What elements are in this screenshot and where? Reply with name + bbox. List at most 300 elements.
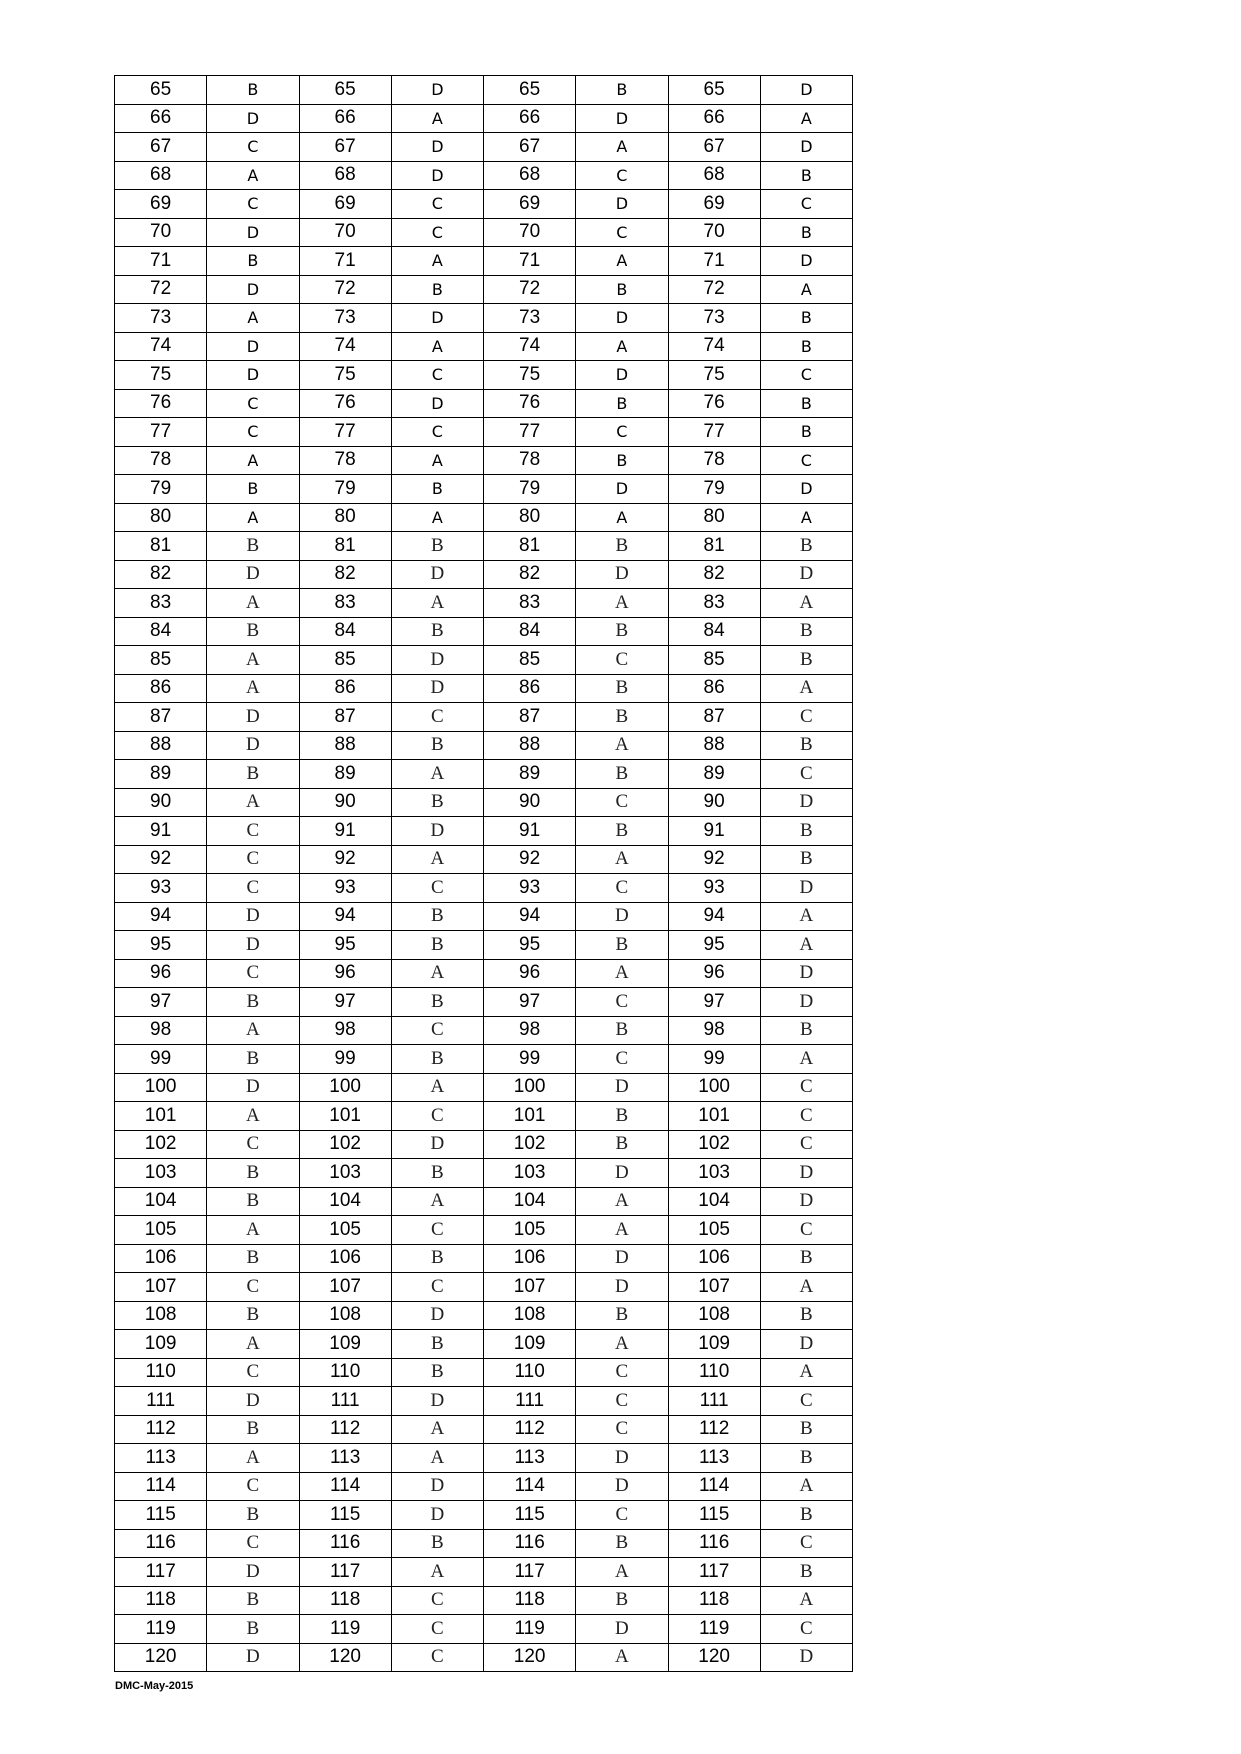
answer-cell: A xyxy=(207,1102,299,1131)
answer-cell: D xyxy=(576,1273,668,1302)
answer-cell: A xyxy=(391,1558,483,1587)
answer-cell: A xyxy=(207,674,299,703)
question-number-cell: 105 xyxy=(668,1216,760,1245)
question-number-cell: 87 xyxy=(668,703,760,732)
answer-cell: C xyxy=(576,788,668,817)
answer-cell: D xyxy=(760,560,852,589)
answer-cell: B xyxy=(207,1301,299,1330)
table-row xyxy=(115,760,853,789)
answer-cell: C xyxy=(207,418,299,447)
answer-cell: D xyxy=(207,902,299,931)
question-number-cell: 84 xyxy=(668,617,760,646)
question-number-cell: 117 xyxy=(668,1558,760,1587)
table-row xyxy=(115,931,853,960)
question-number-cell: 95 xyxy=(299,931,391,960)
answer-cell: C xyxy=(576,1501,668,1530)
answer-cell: A xyxy=(760,902,852,931)
question-number-cell: 85 xyxy=(668,646,760,675)
answer-cell: C xyxy=(207,874,299,903)
answer-cell: C xyxy=(207,817,299,846)
question-number-cell: 111 xyxy=(299,1387,391,1416)
answer-cell: D xyxy=(760,988,852,1017)
answer-cell: B xyxy=(576,760,668,789)
question-number-cell: 89 xyxy=(484,760,576,789)
question-number-cell: 112 xyxy=(115,1415,207,1444)
question-number-cell: 107 xyxy=(484,1273,576,1302)
answer-cell: A xyxy=(207,304,299,333)
answer-cell: A xyxy=(207,1016,299,1045)
question-number-cell: 110 xyxy=(484,1358,576,1387)
question-number-cell: 83 xyxy=(299,589,391,618)
answer-cell: C xyxy=(576,874,668,903)
answer-cell: C xyxy=(576,1415,668,1444)
answer-cell: B xyxy=(207,247,299,276)
answer-cell: A xyxy=(391,845,483,874)
answer-cell: C xyxy=(391,1016,483,1045)
question-number-cell: 99 xyxy=(484,1045,576,1074)
question-number-cell: 79 xyxy=(115,475,207,504)
question-number-cell: 77 xyxy=(299,418,391,447)
answer-cell: B xyxy=(207,475,299,504)
question-number-cell: 66 xyxy=(299,104,391,133)
question-number-cell: 90 xyxy=(299,788,391,817)
question-number-cell: 74 xyxy=(668,332,760,361)
answer-cell: D xyxy=(760,1330,852,1359)
question-number-cell: 115 xyxy=(668,1501,760,1530)
question-number-cell: 96 xyxy=(115,959,207,988)
table-row xyxy=(115,1358,853,1387)
question-number-cell: 90 xyxy=(115,788,207,817)
question-number-cell: 102 xyxy=(484,1130,576,1159)
question-number-cell: 89 xyxy=(115,760,207,789)
table-row xyxy=(115,874,853,903)
answer-cell: A xyxy=(207,589,299,618)
answer-cell: C xyxy=(391,418,483,447)
answer-cell: C xyxy=(576,218,668,247)
question-number-cell: 65 xyxy=(115,76,207,105)
table-row xyxy=(115,1216,853,1245)
table-row xyxy=(115,817,853,846)
question-number-cell: 109 xyxy=(115,1330,207,1359)
table-row xyxy=(115,1102,853,1131)
question-number-cell: 100 xyxy=(115,1073,207,1102)
answer-cell: B xyxy=(576,76,668,105)
answer-cell: C xyxy=(207,1472,299,1501)
question-number-cell: 97 xyxy=(668,988,760,1017)
question-number-cell: 106 xyxy=(484,1244,576,1273)
table-row xyxy=(115,389,853,418)
answer-cell: C xyxy=(760,760,852,789)
question-number-cell: 68 xyxy=(115,161,207,190)
table-row xyxy=(115,1415,853,1444)
answer-cell: C xyxy=(576,1358,668,1387)
question-number-cell: 74 xyxy=(115,332,207,361)
answer-cell: A xyxy=(576,332,668,361)
question-number-cell: 80 xyxy=(668,503,760,532)
answer-cell: C xyxy=(391,1216,483,1245)
answer-cell: D xyxy=(576,560,668,589)
table-row xyxy=(115,1330,853,1359)
table-row xyxy=(115,1529,853,1558)
question-number-cell: 73 xyxy=(668,304,760,333)
answer-cell: D xyxy=(207,1387,299,1416)
question-number-cell: 108 xyxy=(484,1301,576,1330)
question-number-cell: 98 xyxy=(115,1016,207,1045)
answer-cell: A xyxy=(207,1216,299,1245)
answer-cell: B xyxy=(760,845,852,874)
question-number-cell: 117 xyxy=(484,1558,576,1587)
question-number-cell: 102 xyxy=(299,1130,391,1159)
question-number-cell: 74 xyxy=(299,332,391,361)
question-number-cell: 115 xyxy=(115,1501,207,1530)
answer-cell: A xyxy=(760,931,852,960)
table-row xyxy=(115,731,853,760)
table-row xyxy=(115,1244,853,1273)
answer-cell: A xyxy=(207,503,299,532)
question-number-cell: 93 xyxy=(299,874,391,903)
answer-cell: B xyxy=(760,1444,852,1473)
question-number-cell: 115 xyxy=(484,1501,576,1530)
answer-cell: D xyxy=(576,304,668,333)
question-number-cell: 78 xyxy=(484,446,576,475)
answer-cell: B xyxy=(391,731,483,760)
question-number-cell: 102 xyxy=(668,1130,760,1159)
table-row xyxy=(115,218,853,247)
answer-cell: A xyxy=(391,959,483,988)
answer-cell: C xyxy=(760,1529,852,1558)
answer-cell: C xyxy=(760,1130,852,1159)
question-number-cell: 70 xyxy=(668,218,760,247)
answer-cell: B xyxy=(207,1415,299,1444)
answer-cell: B xyxy=(760,532,852,561)
answer-cell: D xyxy=(391,1472,483,1501)
question-number-cell: 95 xyxy=(484,931,576,960)
question-number-cell: 113 xyxy=(299,1444,391,1473)
answer-cell: A xyxy=(760,1358,852,1387)
question-number-cell: 101 xyxy=(115,1102,207,1131)
question-number-cell: 100 xyxy=(668,1073,760,1102)
question-number-cell: 104 xyxy=(299,1187,391,1216)
answer-cell: C xyxy=(576,1387,668,1416)
answer-cell: D xyxy=(207,1558,299,1587)
answer-cell: A xyxy=(391,1444,483,1473)
answer-cell: D xyxy=(207,218,299,247)
answer-cell: D xyxy=(391,304,483,333)
question-number-cell: 71 xyxy=(668,247,760,276)
question-number-cell: 80 xyxy=(484,503,576,532)
answer-cell: B xyxy=(576,532,668,561)
table-row xyxy=(115,1472,853,1501)
question-number-cell: 76 xyxy=(668,389,760,418)
answer-cell: D xyxy=(207,931,299,960)
question-number-cell: 114 xyxy=(484,1472,576,1501)
question-number-cell: 105 xyxy=(115,1216,207,1245)
answer-cell: C xyxy=(576,1045,668,1074)
table-row xyxy=(115,845,853,874)
question-number-cell: 96 xyxy=(484,959,576,988)
question-number-cell: 108 xyxy=(115,1301,207,1330)
answer-cell: B xyxy=(760,1301,852,1330)
answer-cell: A xyxy=(207,161,299,190)
answer-cell: B xyxy=(576,1102,668,1131)
answer-cell: A xyxy=(391,446,483,475)
answer-cell: B xyxy=(576,389,668,418)
answer-cell: D xyxy=(391,560,483,589)
answer-cell: A xyxy=(760,1273,852,1302)
table-row xyxy=(115,1558,853,1587)
question-number-cell: 108 xyxy=(668,1301,760,1330)
answer-cell: B xyxy=(760,1558,852,1587)
question-number-cell: 90 xyxy=(484,788,576,817)
answer-cell: D xyxy=(391,674,483,703)
question-number-cell: 84 xyxy=(299,617,391,646)
question-number-cell: 110 xyxy=(299,1358,391,1387)
table-row xyxy=(115,1159,853,1188)
answer-key-table xyxy=(114,75,853,1672)
question-number-cell: 80 xyxy=(299,503,391,532)
question-number-cell: 66 xyxy=(484,104,576,133)
question-number-cell: 112 xyxy=(484,1415,576,1444)
question-number-cell: 109 xyxy=(668,1330,760,1359)
question-number-cell: 111 xyxy=(668,1387,760,1416)
answer-cell: D xyxy=(391,1130,483,1159)
table-row xyxy=(115,589,853,618)
answer-cell: D xyxy=(760,1187,852,1216)
answer-cell: B xyxy=(207,760,299,789)
answer-cell: A xyxy=(760,674,852,703)
question-number-cell: 115 xyxy=(299,1501,391,1530)
table-row xyxy=(115,1016,853,1045)
answer-cell: C xyxy=(391,1586,483,1615)
answer-cell: D xyxy=(760,475,852,504)
answer-cell: B xyxy=(576,1301,668,1330)
question-number-cell: 100 xyxy=(299,1073,391,1102)
table-row xyxy=(115,446,853,475)
question-number-cell: 92 xyxy=(115,845,207,874)
question-number-cell: 91 xyxy=(668,817,760,846)
question-number-cell: 68 xyxy=(668,161,760,190)
question-number-cell: 111 xyxy=(484,1387,576,1416)
question-number-cell: 85 xyxy=(115,646,207,675)
answer-cell: A xyxy=(576,1216,668,1245)
question-number-cell: 106 xyxy=(115,1244,207,1273)
answer-cell: B xyxy=(391,931,483,960)
question-number-cell: 86 xyxy=(668,674,760,703)
question-number-cell: 88 xyxy=(115,731,207,760)
question-number-cell: 83 xyxy=(668,589,760,618)
answer-cell: C xyxy=(760,1102,852,1131)
answer-cell: C xyxy=(391,874,483,903)
question-number-cell: 103 xyxy=(299,1159,391,1188)
answer-cell: A xyxy=(576,845,668,874)
answer-cell: B xyxy=(207,1244,299,1273)
answer-cell: D xyxy=(760,874,852,903)
answer-cell: D xyxy=(391,817,483,846)
question-number-cell: 119 xyxy=(299,1615,391,1644)
question-number-cell: 118 xyxy=(115,1586,207,1615)
answer-cell: D xyxy=(760,247,852,276)
answer-cell: C xyxy=(391,190,483,219)
answer-cell: D xyxy=(760,1159,852,1188)
question-number-cell: 101 xyxy=(299,1102,391,1131)
answer-cell: B xyxy=(207,1501,299,1530)
question-number-cell: 105 xyxy=(299,1216,391,1245)
question-number-cell: 108 xyxy=(299,1301,391,1330)
question-number-cell: 71 xyxy=(484,247,576,276)
question-number-cell: 99 xyxy=(668,1045,760,1074)
question-number-cell: 69 xyxy=(668,190,760,219)
question-number-cell: 97 xyxy=(484,988,576,1017)
question-number-cell: 66 xyxy=(115,104,207,133)
answer-cell: A xyxy=(760,104,852,133)
answer-cell: A xyxy=(576,503,668,532)
question-number-cell: 67 xyxy=(484,133,576,162)
answer-cell: D xyxy=(576,1073,668,1102)
question-number-cell: 109 xyxy=(484,1330,576,1359)
question-number-cell: 75 xyxy=(668,361,760,390)
question-number-cell: 70 xyxy=(299,218,391,247)
answer-cell: B xyxy=(760,1016,852,1045)
question-number-cell: 92 xyxy=(668,845,760,874)
answer-cell: A xyxy=(391,503,483,532)
answer-cell: B xyxy=(760,731,852,760)
question-number-cell: 95 xyxy=(668,931,760,960)
answer-cell: C xyxy=(760,1615,852,1644)
answer-cell: D xyxy=(760,1643,852,1672)
question-number-cell: 67 xyxy=(115,133,207,162)
question-number-cell: 82 xyxy=(668,560,760,589)
question-number-cell: 118 xyxy=(299,1586,391,1615)
question-number-cell: 76 xyxy=(484,389,576,418)
table-row xyxy=(115,1444,853,1473)
answer-cell: C xyxy=(391,361,483,390)
answer-cell: D xyxy=(391,1301,483,1330)
question-number-cell: 107 xyxy=(668,1273,760,1302)
answer-cell: B xyxy=(207,988,299,1017)
question-number-cell: 112 xyxy=(668,1415,760,1444)
answer-cell: D xyxy=(391,133,483,162)
question-number-cell: 91 xyxy=(299,817,391,846)
answer-cell: C xyxy=(760,361,852,390)
answer-cell: D xyxy=(760,76,852,105)
answer-cell: B xyxy=(207,1615,299,1644)
question-number-cell: 91 xyxy=(484,817,576,846)
table-row xyxy=(115,1501,853,1530)
question-number-cell: 112 xyxy=(299,1415,391,1444)
answer-cell: A xyxy=(760,1586,852,1615)
question-number-cell: 65 xyxy=(484,76,576,105)
answer-cell: C xyxy=(391,1615,483,1644)
table-row xyxy=(115,560,853,589)
question-number-cell: 102 xyxy=(115,1130,207,1159)
question-number-cell: 77 xyxy=(115,418,207,447)
table-row xyxy=(115,703,853,732)
answer-cell: D xyxy=(760,133,852,162)
answer-cell: C xyxy=(576,646,668,675)
question-number-cell: 88 xyxy=(484,731,576,760)
table-row xyxy=(115,1643,853,1672)
question-number-cell: 116 xyxy=(668,1529,760,1558)
answer-cell: C xyxy=(207,845,299,874)
table-row xyxy=(115,988,853,1017)
table-row xyxy=(115,1301,853,1330)
question-number-cell: 113 xyxy=(484,1444,576,1473)
answer-cell: B xyxy=(391,788,483,817)
answer-cell: D xyxy=(207,332,299,361)
answer-cell: C xyxy=(576,161,668,190)
answer-cell: D xyxy=(207,1643,299,1672)
answer-cell: B xyxy=(391,1045,483,1074)
table-row xyxy=(115,1615,853,1644)
question-number-cell: 90 xyxy=(668,788,760,817)
question-number-cell: 116 xyxy=(115,1529,207,1558)
answer-cell: B xyxy=(391,617,483,646)
answer-cell: D xyxy=(760,788,852,817)
question-number-cell: 70 xyxy=(115,218,207,247)
question-number-cell: 69 xyxy=(115,190,207,219)
answer-cell: D xyxy=(576,1244,668,1273)
answer-cell: D xyxy=(207,703,299,732)
question-number-cell: 82 xyxy=(115,560,207,589)
answer-cell: B xyxy=(576,617,668,646)
question-number-cell: 119 xyxy=(484,1615,576,1644)
question-number-cell: 81 xyxy=(299,532,391,561)
question-number-cell: 79 xyxy=(668,475,760,504)
question-number-cell: 87 xyxy=(299,703,391,732)
answer-cell: B xyxy=(391,1330,483,1359)
question-number-cell: 72 xyxy=(484,275,576,304)
question-number-cell: 74 xyxy=(484,332,576,361)
question-number-cell: 75 xyxy=(299,361,391,390)
answer-cell: B xyxy=(576,446,668,475)
answer-cell: A xyxy=(576,589,668,618)
question-number-cell: 73 xyxy=(299,304,391,333)
question-number-cell: 73 xyxy=(484,304,576,333)
answer-cell: B xyxy=(576,817,668,846)
question-number-cell: 95 xyxy=(115,931,207,960)
question-number-cell: 80 xyxy=(115,503,207,532)
question-number-cell: 77 xyxy=(484,418,576,447)
answer-cell: A xyxy=(576,1558,668,1587)
question-number-cell: 107 xyxy=(299,1273,391,1302)
answer-cell: A xyxy=(391,104,483,133)
question-number-cell: 93 xyxy=(115,874,207,903)
question-number-cell: 96 xyxy=(299,959,391,988)
answer-cell: A xyxy=(576,959,668,988)
question-number-cell: 72 xyxy=(115,275,207,304)
answer-cell: D xyxy=(760,959,852,988)
question-number-cell: 67 xyxy=(299,133,391,162)
question-number-cell: 69 xyxy=(484,190,576,219)
table-row xyxy=(115,304,853,333)
question-number-cell: 118 xyxy=(668,1586,760,1615)
question-number-cell: 77 xyxy=(668,418,760,447)
question-number-cell: 98 xyxy=(299,1016,391,1045)
question-number-cell: 111 xyxy=(115,1387,207,1416)
answer-cell: B xyxy=(391,532,483,561)
table-row xyxy=(115,1187,853,1216)
question-number-cell: 101 xyxy=(484,1102,576,1131)
answer-cell: C xyxy=(391,703,483,732)
answer-cell: B xyxy=(207,1045,299,1074)
question-number-cell: 117 xyxy=(115,1558,207,1587)
question-number-cell: 116 xyxy=(299,1529,391,1558)
answer-cell: C xyxy=(391,1102,483,1131)
question-number-cell: 71 xyxy=(115,247,207,276)
answer-cell: C xyxy=(207,1529,299,1558)
question-number-cell: 104 xyxy=(668,1187,760,1216)
question-number-cell: 92 xyxy=(484,845,576,874)
